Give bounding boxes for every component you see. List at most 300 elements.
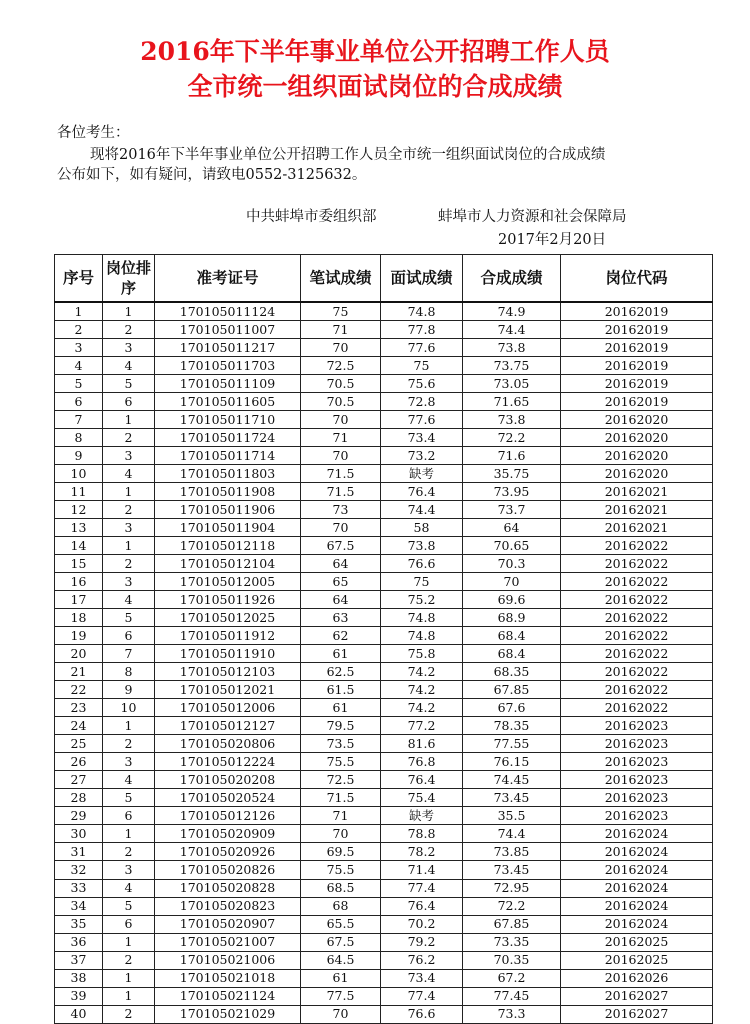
- table-header-row: [55, 255, 713, 303]
- cell-exam-id: 170105011910: [155, 645, 301, 663]
- table-row: [55, 573, 713, 591]
- cell-seq: 15: [55, 555, 103, 573]
- cell-exam-id: 170105020926: [155, 843, 301, 861]
- cell-written-score: 70: [301, 411, 381, 429]
- cell-position-code: 20162021: [561, 501, 713, 519]
- cell-rank: 2: [103, 843, 155, 861]
- cell-position-code: 20162024: [561, 843, 713, 861]
- cell-combined-score: 68.4: [463, 627, 561, 645]
- cell-rank: 3: [103, 519, 155, 537]
- cell-rank: 3: [103, 573, 155, 591]
- cell-exam-id: 170105012006: [155, 699, 301, 717]
- cell-interview-score: 77.6: [381, 339, 463, 357]
- cell-seq: 17: [55, 591, 103, 609]
- cell-position-code: 20162022: [561, 591, 713, 609]
- header-combined-score: 合成成绩: [463, 255, 561, 303]
- cell-rank: 2: [103, 501, 155, 519]
- cell-interview-score: 71.4: [381, 861, 463, 879]
- cell-rank: 1: [103, 825, 155, 843]
- table-row: [55, 393, 713, 411]
- cell-exam-id: 170105011124: [155, 302, 301, 321]
- cell-exam-id: 170105021124: [155, 987, 301, 1005]
- cell-rank: 5: [103, 609, 155, 627]
- cell-written-score: 64: [301, 555, 381, 573]
- table-row: [55, 321, 713, 339]
- greeting: 各位考生：: [57, 125, 130, 141]
- cell-interview-score: 77.2: [381, 717, 463, 735]
- cell-rank: 2: [103, 321, 155, 339]
- cell-written-score: 73: [301, 501, 381, 519]
- cell-written-score: 62.5: [301, 663, 381, 681]
- cell-seq: 33: [55, 879, 103, 897]
- cell-interview-score: 76.4: [381, 897, 463, 915]
- cell-exam-id: 170105011908: [155, 483, 301, 501]
- cell-exam-id: 170105020909: [155, 825, 301, 843]
- issue-date: 2017年2月20日: [498, 232, 607, 248]
- cell-combined-score: 78.35: [463, 717, 561, 735]
- cell-written-score: 61: [301, 699, 381, 717]
- header-interview-score: 面试成绩: [381, 255, 463, 303]
- cell-written-score: 73.5: [301, 735, 381, 753]
- cell-seq: 5: [55, 375, 103, 393]
- cell-interview-score: 缺考: [381, 465, 463, 483]
- notice-paragraph-line1: 现将2016年下半年事业单位公开招聘工作人员全市统一组织面试岗位的合成成绩: [90, 147, 606, 163]
- cell-interview-score: 74.8: [381, 302, 463, 321]
- page-title-line1: 2016年下半年事业单位公开招聘工作人员: [140, 37, 610, 66]
- cell-interview-score: 75: [381, 357, 463, 375]
- cell-seq: 27: [55, 771, 103, 789]
- cell-exam-id: 170105011912: [155, 627, 301, 645]
- cell-combined-score: 73.05: [463, 375, 561, 393]
- cell-combined-score: 68.9: [463, 609, 561, 627]
- cell-rank: 2: [103, 951, 155, 969]
- cell-combined-score: 71.65: [463, 393, 561, 411]
- table-row: [55, 951, 713, 969]
- cell-interview-score: 79.2: [381, 933, 463, 951]
- cell-rank: 1: [103, 969, 155, 987]
- cell-position-code: 20162024: [561, 861, 713, 879]
- cell-combined-score: 73.85: [463, 843, 561, 861]
- cell-position-code: 20162023: [561, 807, 713, 825]
- cell-exam-id: 170105021029: [155, 1005, 301, 1023]
- cell-rank: 4: [103, 591, 155, 609]
- cell-rank: 3: [103, 339, 155, 357]
- cell-seq: 35: [55, 915, 103, 933]
- cell-combined-score: 70.3: [463, 555, 561, 573]
- cell-exam-id: 170105020208: [155, 771, 301, 789]
- cell-interview-score: 75: [381, 573, 463, 591]
- table-row: [55, 933, 713, 951]
- cell-rank: 10: [103, 699, 155, 717]
- cell-position-code: 20162019: [561, 302, 713, 321]
- cell-seq: 11: [55, 483, 103, 501]
- header-position-code: 岗位代码: [561, 255, 713, 303]
- cell-seq: 13: [55, 519, 103, 537]
- table-row: [55, 969, 713, 987]
- cell-written-score: 68.5: [301, 879, 381, 897]
- table-row: [55, 447, 713, 465]
- cell-position-code: 20162022: [561, 609, 713, 627]
- cell-exam-id: 170105012127: [155, 717, 301, 735]
- cell-seq: 30: [55, 825, 103, 843]
- cell-combined-score: 77.55: [463, 735, 561, 753]
- cell-exam-id: 170105011714: [155, 447, 301, 465]
- cell-rank: 9: [103, 681, 155, 699]
- cell-written-score: 70: [301, 519, 381, 537]
- cell-combined-score: 73.8: [463, 339, 561, 357]
- cell-seq: 10: [55, 465, 103, 483]
- cell-combined-score: 72.95: [463, 879, 561, 897]
- cell-position-code: 20162023: [561, 735, 713, 753]
- cell-rank: 6: [103, 915, 155, 933]
- cell-position-code: 20162019: [561, 393, 713, 411]
- table-row: [55, 429, 713, 447]
- table-row: [55, 483, 713, 501]
- cell-position-code: 20162022: [561, 663, 713, 681]
- cell-seq: 37: [55, 951, 103, 969]
- table-row: [55, 663, 713, 681]
- cell-interview-score: 74.2: [381, 663, 463, 681]
- cell-interview-score: 74.4: [381, 501, 463, 519]
- cell-seq: 25: [55, 735, 103, 753]
- page-title-line2: 全市统一组织面试岗位的合成成绩: [187, 72, 563, 101]
- cell-seq: 36: [55, 933, 103, 951]
- header-written-score: 笔试成绩: [301, 255, 381, 303]
- cell-written-score: 70: [301, 447, 381, 465]
- cell-seq: 31: [55, 843, 103, 861]
- cell-written-score: 75.5: [301, 861, 381, 879]
- cell-rank: 7: [103, 645, 155, 663]
- cell-exam-id: 170105011926: [155, 591, 301, 609]
- table-row: [55, 897, 713, 915]
- cell-written-score: 68: [301, 897, 381, 915]
- table-row: [55, 339, 713, 357]
- cell-exam-id: 170105011710: [155, 411, 301, 429]
- cell-exam-id: 170105012021: [155, 681, 301, 699]
- cell-position-code: 20162019: [561, 375, 713, 393]
- cell-seq: 20: [55, 645, 103, 663]
- cell-position-code: 20162022: [561, 573, 713, 591]
- cell-interview-score: 76.6: [381, 1005, 463, 1023]
- cell-seq: 1: [55, 302, 103, 321]
- table-row: [55, 411, 713, 429]
- header-exam-id: 准考证号: [155, 255, 301, 303]
- cell-rank: 1: [103, 483, 155, 501]
- cell-combined-score: 73.7: [463, 501, 561, 519]
- cell-position-code: 20162024: [561, 897, 713, 915]
- cell-combined-score: 67.85: [463, 681, 561, 699]
- cell-rank: 2: [103, 1005, 155, 1023]
- table-row: [55, 537, 713, 555]
- cell-seq: 6: [55, 393, 103, 411]
- cell-position-code: 20162020: [561, 429, 713, 447]
- cell-exam-id: 170105011724: [155, 429, 301, 447]
- cell-position-code: 20162021: [561, 483, 713, 501]
- cell-interview-score: 58: [381, 519, 463, 537]
- cell-exam-id: 170105012224: [155, 753, 301, 771]
- cell-written-score: 70: [301, 339, 381, 357]
- cell-combined-score: 67.2: [463, 969, 561, 987]
- cell-exam-id: 170105012126: [155, 807, 301, 825]
- cell-combined-score: 74.45: [463, 771, 561, 789]
- cell-combined-score: 67.85: [463, 915, 561, 933]
- cell-written-score: 67.5: [301, 933, 381, 951]
- cell-combined-score: 71.6: [463, 447, 561, 465]
- cell-exam-id: 170105011217: [155, 339, 301, 357]
- cell-rank: 1: [103, 302, 155, 321]
- cell-position-code: 20162024: [561, 879, 713, 897]
- cell-position-code: 20162021: [561, 519, 713, 537]
- cell-interview-score: 75.6: [381, 375, 463, 393]
- cell-written-score: 63: [301, 609, 381, 627]
- cell-seq: 3: [55, 339, 103, 357]
- issuer-organization-1: 中共蚌埠市委组织部: [246, 209, 377, 225]
- cell-written-score: 71: [301, 321, 381, 339]
- table-row: [55, 627, 713, 645]
- cell-interview-score: 75.4: [381, 789, 463, 807]
- cell-exam-id: 170105020907: [155, 915, 301, 933]
- cell-combined-score: 76.15: [463, 753, 561, 771]
- cell-combined-score: 70: [463, 573, 561, 591]
- table-row: [55, 1005, 713, 1023]
- notice-paragraph-line2: 公布如下，如有疑问，请致电0552-3125632。: [57, 167, 367, 183]
- cell-seq: 32: [55, 861, 103, 879]
- cell-exam-id: 170105011906: [155, 501, 301, 519]
- cell-position-code: 20162022: [561, 681, 713, 699]
- cell-exam-id: 170105012025: [155, 609, 301, 627]
- cell-position-code: 20162023: [561, 789, 713, 807]
- cell-exam-id: 170105012005: [155, 573, 301, 591]
- cell-seq: 26: [55, 753, 103, 771]
- cell-seq: 18: [55, 609, 103, 627]
- cell-seq: 19: [55, 627, 103, 645]
- table-row: [55, 771, 713, 789]
- cell-written-score: 71: [301, 429, 381, 447]
- cell-seq: 23: [55, 699, 103, 717]
- table-row: [55, 555, 713, 573]
- table-row: [55, 609, 713, 627]
- cell-interview-score: 74.2: [381, 699, 463, 717]
- cell-interview-score: 77.4: [381, 879, 463, 897]
- cell-position-code: 20162024: [561, 915, 713, 933]
- cell-seq: 16: [55, 573, 103, 591]
- cell-interview-score: 76.4: [381, 771, 463, 789]
- cell-exam-id: 170105011904: [155, 519, 301, 537]
- cell-exam-id: 170105020828: [155, 879, 301, 897]
- cell-position-code: 20162023: [561, 753, 713, 771]
- cell-combined-score: 69.6: [463, 591, 561, 609]
- table-row: [55, 753, 713, 771]
- cell-rank: 5: [103, 897, 155, 915]
- table-row: [55, 357, 713, 375]
- cell-seq: 24: [55, 717, 103, 735]
- table-row: [55, 699, 713, 717]
- cell-seq: 39: [55, 987, 103, 1005]
- cell-written-score: 61: [301, 969, 381, 987]
- cell-position-code: 20162019: [561, 321, 713, 339]
- table-row: [55, 789, 713, 807]
- cell-combined-score: 73.75: [463, 357, 561, 375]
- cell-interview-score: 76.6: [381, 555, 463, 573]
- table-row: [55, 591, 713, 609]
- cell-rank: 1: [103, 987, 155, 1005]
- cell-written-score: 72.5: [301, 771, 381, 789]
- cell-written-score: 69.5: [301, 843, 381, 861]
- cell-combined-score: 64: [463, 519, 561, 537]
- cell-combined-score: 74.9: [463, 302, 561, 321]
- cell-combined-score: 68.35: [463, 663, 561, 681]
- cell-written-score: 65.5: [301, 915, 381, 933]
- cell-interview-score: 77.4: [381, 987, 463, 1005]
- cell-written-score: 77.5: [301, 987, 381, 1005]
- cell-combined-score: 73.3: [463, 1005, 561, 1023]
- cell-exam-id: 170105020823: [155, 897, 301, 915]
- header-seq: 序号: [55, 255, 103, 303]
- table-row: [55, 807, 713, 825]
- cell-interview-score: 73.8: [381, 537, 463, 555]
- issuer-organization-2: 蚌埠市人力资源和社会保障局: [438, 209, 627, 225]
- cell-interview-score: 76.2: [381, 951, 463, 969]
- cell-position-code: 20162020: [561, 411, 713, 429]
- cell-position-code: 20162022: [561, 645, 713, 663]
- cell-exam-id: 170105011007: [155, 321, 301, 339]
- cell-seq: 14: [55, 537, 103, 555]
- cell-rank: 6: [103, 627, 155, 645]
- cell-seq: 28: [55, 789, 103, 807]
- cell-exam-id: 170105012104: [155, 555, 301, 573]
- cell-rank: 6: [103, 807, 155, 825]
- cell-interview-score: 72.8: [381, 393, 463, 411]
- header-rank: 岗位排序: [103, 255, 155, 303]
- cell-written-score: 61.5: [301, 681, 381, 699]
- cell-exam-id: 170105020806: [155, 735, 301, 753]
- cell-exam-id: 170105011803: [155, 465, 301, 483]
- cell-rank: 3: [103, 861, 155, 879]
- cell-rank: 1: [103, 411, 155, 429]
- cell-interview-score: 74.2: [381, 681, 463, 699]
- cell-rank: 5: [103, 789, 155, 807]
- cell-written-score: 72.5: [301, 357, 381, 375]
- table-row: [55, 879, 713, 897]
- cell-rank: 2: [103, 735, 155, 753]
- cell-interview-score: 78.8: [381, 825, 463, 843]
- cell-combined-score: 35.5: [463, 807, 561, 825]
- cell-position-code: 20162025: [561, 951, 713, 969]
- cell-seq: 40: [55, 1005, 103, 1023]
- table-row: [55, 735, 713, 753]
- table-body: [55, 302, 713, 1023]
- cell-combined-score: 73.45: [463, 861, 561, 879]
- cell-interview-score: 77.6: [381, 411, 463, 429]
- cell-exam-id: 170105011605: [155, 393, 301, 411]
- cell-exam-id: 170105011109: [155, 375, 301, 393]
- cell-rank: 1: [103, 537, 155, 555]
- cell-written-score: 62: [301, 627, 381, 645]
- cell-combined-score: 73.35: [463, 933, 561, 951]
- cell-combined-score: 74.4: [463, 321, 561, 339]
- cell-position-code: 20162019: [561, 357, 713, 375]
- cell-rank: 4: [103, 357, 155, 375]
- cell-written-score: 70.5: [301, 393, 381, 411]
- table-row: [55, 843, 713, 861]
- cell-exam-id: 170105020826: [155, 861, 301, 879]
- cell-seq: 7: [55, 411, 103, 429]
- cell-exam-id: 170105012103: [155, 663, 301, 681]
- cell-interview-score: 73.4: [381, 969, 463, 987]
- cell-rank: 6: [103, 393, 155, 411]
- cell-rank: 3: [103, 447, 155, 465]
- table-row: [55, 302, 713, 321]
- cell-combined-score: 73.45: [463, 789, 561, 807]
- cell-combined-score: 77.45: [463, 987, 561, 1005]
- table-row: [55, 681, 713, 699]
- table-row: [55, 519, 713, 537]
- cell-written-score: 65: [301, 573, 381, 591]
- cell-position-code: 20162025: [561, 933, 713, 951]
- cell-position-code: 20162020: [561, 447, 713, 465]
- table-row: [55, 987, 713, 1005]
- cell-seq: 9: [55, 447, 103, 465]
- cell-written-score: 67.5: [301, 537, 381, 555]
- cell-written-score: 75: [301, 302, 381, 321]
- table-row: [55, 915, 713, 933]
- cell-position-code: 20162019: [561, 339, 713, 357]
- cell-written-score: 71.5: [301, 465, 381, 483]
- cell-exam-id: 170105021007: [155, 933, 301, 951]
- cell-position-code: 20162024: [561, 825, 713, 843]
- cell-written-score: 64.5: [301, 951, 381, 969]
- cell-rank: 3: [103, 753, 155, 771]
- cell-combined-score: 70.35: [463, 951, 561, 969]
- cell-exam-id: 170105020524: [155, 789, 301, 807]
- table-row: [55, 465, 713, 483]
- table-row: [55, 825, 713, 843]
- cell-interview-score: 73.4: [381, 429, 463, 447]
- cell-position-code: 20162020: [561, 465, 713, 483]
- cell-interview-score: 76.8: [381, 753, 463, 771]
- cell-interview-score: 77.8: [381, 321, 463, 339]
- cell-exam-id: 170105012118: [155, 537, 301, 555]
- cell-exam-id: 170105011703: [155, 357, 301, 375]
- cell-rank: 5: [103, 375, 155, 393]
- cell-rank: 1: [103, 717, 155, 735]
- cell-rank: 4: [103, 879, 155, 897]
- cell-written-score: 70.5: [301, 375, 381, 393]
- cell-combined-score: 73.95: [463, 483, 561, 501]
- cell-combined-score: 67.6: [463, 699, 561, 717]
- cell-written-score: 71: [301, 807, 381, 825]
- cell-seq: 22: [55, 681, 103, 699]
- cell-written-score: 75.5: [301, 753, 381, 771]
- cell-position-code: 20162022: [561, 627, 713, 645]
- table-row: [55, 717, 713, 735]
- cell-position-code: 20162023: [561, 771, 713, 789]
- cell-combined-score: 70.65: [463, 537, 561, 555]
- cell-written-score: 64: [301, 591, 381, 609]
- cell-seq: 29: [55, 807, 103, 825]
- cell-interview-score: 78.2: [381, 843, 463, 861]
- cell-written-score: 70: [301, 825, 381, 843]
- cell-position-code: 20162023: [561, 717, 713, 735]
- cell-written-score: 79.5: [301, 717, 381, 735]
- cell-written-score: 61: [301, 645, 381, 663]
- table-row: [55, 501, 713, 519]
- cell-position-code: 20162027: [561, 1005, 713, 1023]
- cell-rank: 4: [103, 465, 155, 483]
- cell-seq: 38: [55, 969, 103, 987]
- table-row: [55, 645, 713, 663]
- cell-interview-score: 75.2: [381, 591, 463, 609]
